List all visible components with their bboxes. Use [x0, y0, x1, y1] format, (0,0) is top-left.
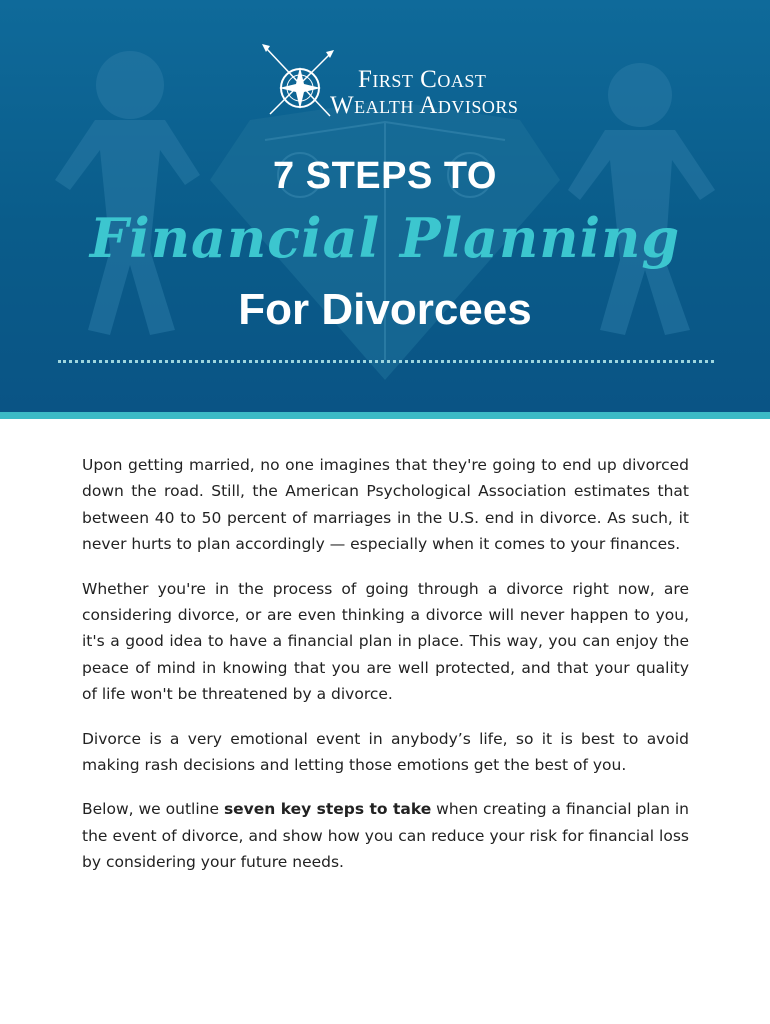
- title-for-divorcees: For Divorcees: [238, 285, 532, 334]
- paragraph-4-emphasis: seven key steps to take: [223, 800, 432, 819]
- paragraph-4-rest: when creating a financial plan in the event of divorce, and show how you can reduce your risk for financial loss by considering your future needs.: [82, 800, 689, 872]
- hero-banner: [0, 0, 770, 412]
- intro-content: [82, 452, 689, 894]
- logo-text-line2: Wealth Advisors: [330, 92, 519, 119]
- compass-rose-icon: [256, 40, 336, 120]
- paragraph-4-intro: Below, we outline: [82, 800, 224, 819]
- title-financial-planning: Financial Planning: [89, 206, 681, 270]
- company-logo: [256, 40, 519, 120]
- paragraph-4: [82, 796, 689, 875]
- dotted-divider: [58, 360, 714, 363]
- title-steps: 7 STEPS TO: [273, 155, 497, 197]
- paragraph-3: Divorce is a very emotional event in anybody’s life, so it is best to avoid making rash decisions and letting those emotions get the best of you.: [82, 729, 689, 775]
- accent-stripe: [0, 412, 770, 419]
- paragraph-1: Upon getting married, no one imagines that they're going to end up divorced down the road. Still, the American Psychological Association estimates that between 40 to 50 percent of marriages in the U.S. end in divorce. As such, it never hurts to plan accordingly — especially when it comes to your finances.: [82, 456, 689, 554]
- logo-text-line1: First Coast: [358, 66, 487, 93]
- paragraph-2: Whether you're in the process of going through a divorce right now, are considering divorce, or are even thinking a divorce will never happen to you, it's a good idea to have a financial plan in place. This way, you can enjoy the peace of mind in knowing that you are well protected, and that your quality of life won't be threatened by a divorce.: [82, 579, 689, 704]
